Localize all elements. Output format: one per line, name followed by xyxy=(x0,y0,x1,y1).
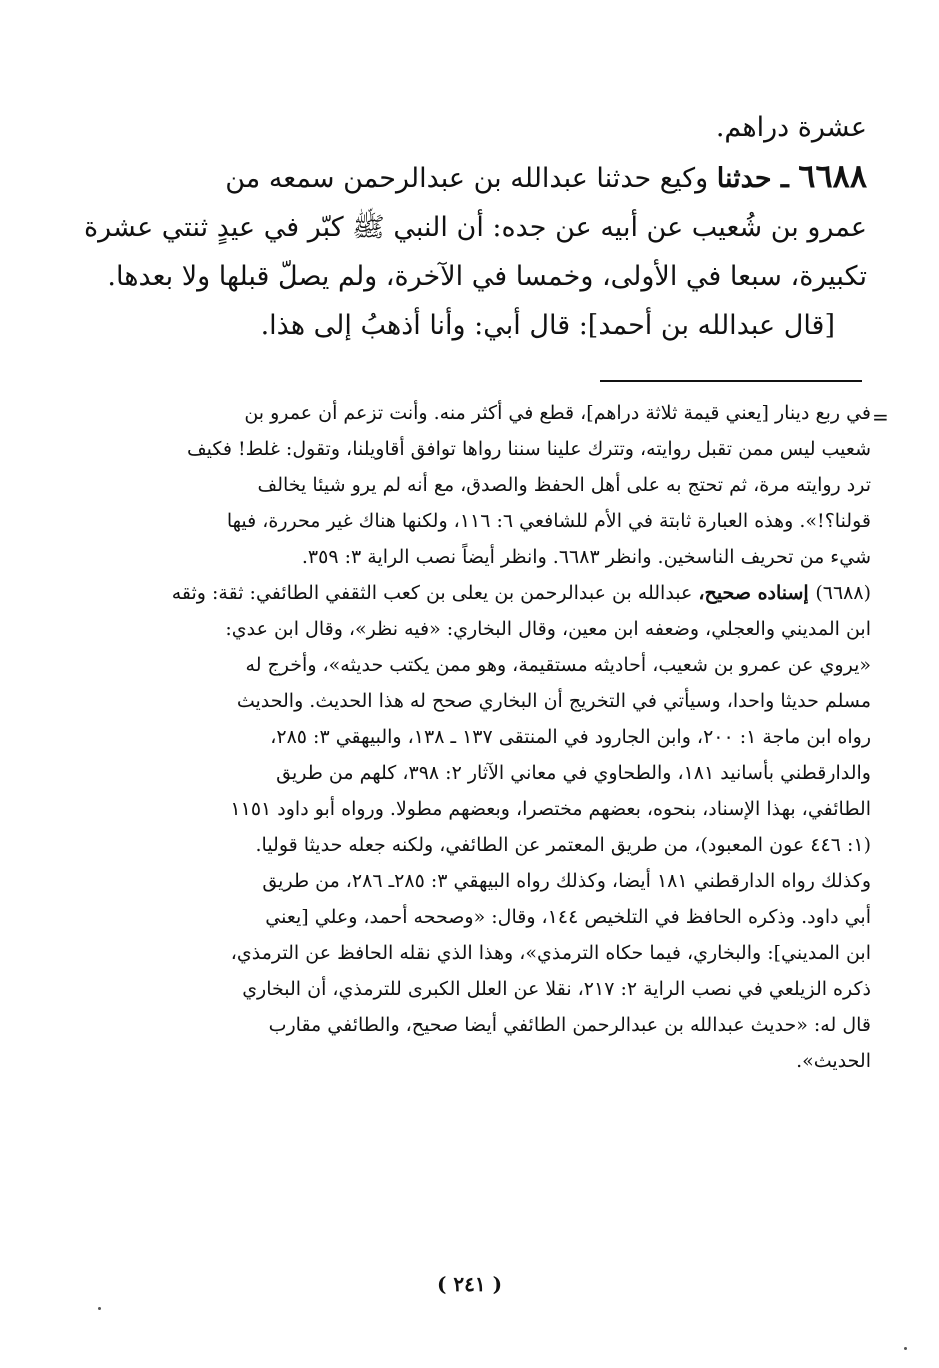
carry-over-line: عشرة دراهم. xyxy=(715,112,867,143)
footnote-line: ابن المديني والعجلي، وضعفه ابن معين، وقال البخاري: «فيه نظر»، وقال ابن عدي: xyxy=(225,618,871,640)
footnote-number: (٦٦٨٨) xyxy=(815,582,871,604)
hadith-number: ٦٦٨٨ xyxy=(798,157,867,195)
hadith-line-3: تكبيرة، سبعا في الأولى، وخمسا في الآخرة، ولم يصلّ قبلها ولا بعدها. xyxy=(107,261,867,292)
footnote-line: (١: ٤٤٦ عون المعبود)، من طريق المعتمر عن الطائفي، ولكنه جعله حديثا قوليا. xyxy=(255,834,871,856)
footnote-prev-line-4: قولنا؟!». وهذه العبارة ثابتة في الأم للشافعي ٦: ١١٦، ولكنها هناك غير محررة، فيها xyxy=(226,510,871,532)
footnote-line: والدارقطني بأسانيد ١٨١، والطحاوي في معاني الآثار ٢: ٣٩٨، كلهم من طريق xyxy=(276,762,871,784)
footnote-line: قال له: «حديث عبدالله بن عبدالرحمن الطائفي أيضا صحيح، والطائفي مقارب xyxy=(268,1014,871,1036)
footnote-prev-line-1: في ربع دينار [يعني قيمة ثلاثة دراهم]، قطع في أكثر منه. وأنت تزعم أن عمرو بن xyxy=(244,402,871,424)
hadith-opening-word: حدثنا xyxy=(716,163,772,194)
footnote-6688-first-line xyxy=(151,575,871,611)
footnote-prev-line-3: ترد روايته مرة، ثم تحتج به على أهل الحفظ والصدق، مع أنه لم يرو شيئا يخالف xyxy=(257,474,871,496)
footnote-line: مسلم حديثا واحدا، وسيأتي في التخريج أن البخاري صحح له هذا الحديث. والحديث xyxy=(236,690,871,712)
hadith-dash: ـ xyxy=(771,163,799,194)
footnote-line: «يروي عن عمرو بن شعيب، أحاديثه مستقيمة، وهو ممن يكتب حديثه»، وأخرج له xyxy=(245,654,871,676)
hadith-opening-line xyxy=(167,152,867,203)
main-text xyxy=(83,103,867,350)
footnote-line: ابن المديني]: والبخاري، فيما حكاه الترمذي»، وهذا الذي نقله الحافظ عن الترمذي، xyxy=(230,942,871,964)
footnote-line: رواه ابن ماجة ١: ٢٠٠، وابن الجارود في المنتقى ١٣٧ ـ ١٣٨، والبيهقي ٣: ٢٨٥، xyxy=(270,726,871,748)
footnote-prev-line-5: شيء من تحريف الناسخين. وانظر ٦٦٨٣. وانظر أيضاً نصب الراية ٣: ٣٥٩. xyxy=(301,546,871,568)
footnote-line: الطائفي، بهذا الإسناد، بنحوه، بعضهم مختصرا، وبعضهم مطولا. ورواه أبو داود ١١٥١ xyxy=(230,798,871,820)
footnote-divider xyxy=(600,380,862,382)
footnote-line: ذكره الزيلعي في نصب الراية ٢: ٢١٧، نقلا عن العلل الكبرى للترمذي، أن البخاري xyxy=(242,978,871,1000)
footnote-line: أبي داود. وذكره الحافظ في التلخيص ١٤٤، وقال: «وصححه أحمد، وعلي [يعني xyxy=(265,906,871,928)
footnotes xyxy=(151,395,871,1079)
hadith-line-2: عمرو بن شُعيب عن أبيه عن جده: أن النبي ﷺ كبّر في عيدٍ ثنتي عشرة xyxy=(83,212,867,243)
hadith-note-line: [قال عبدالله بن أحمد]: قال أبي: وأنا أذهبُ إلى هذا. xyxy=(260,310,835,341)
page-number: ( ٢٤١ ) xyxy=(436,1272,503,1296)
scan-speck xyxy=(904,1347,907,1350)
footnote-first-text: عبدالله بن عبدالرحمن بن يعلى بن كعب الثقفي الطائفي: ثقة: وثقه xyxy=(171,582,699,604)
continuation-mark: = xyxy=(872,405,889,429)
footnote-line: الحديث». xyxy=(796,1050,871,1072)
hadith-line1-text: وكيع حدثنا عبدالله بن عبدالرحمن سمعه من xyxy=(225,163,717,194)
footnote-line: وكذلك رواه الدارقطني ١٨١ أيضا، وكذلك رواه البيهقي ٣: ٢٨٥ـ ٢٨٦، من طريق xyxy=(262,870,871,892)
scan-speck xyxy=(98,1307,101,1310)
footnote-prev-line-2: شعيب ليس ممن تقبل روايته، وتترك علينا سننا رواها توافق أقاويلنا، وتقول: غلط! فكيف xyxy=(186,438,871,460)
footnote-grading: إسناده صحيح، xyxy=(698,582,816,604)
